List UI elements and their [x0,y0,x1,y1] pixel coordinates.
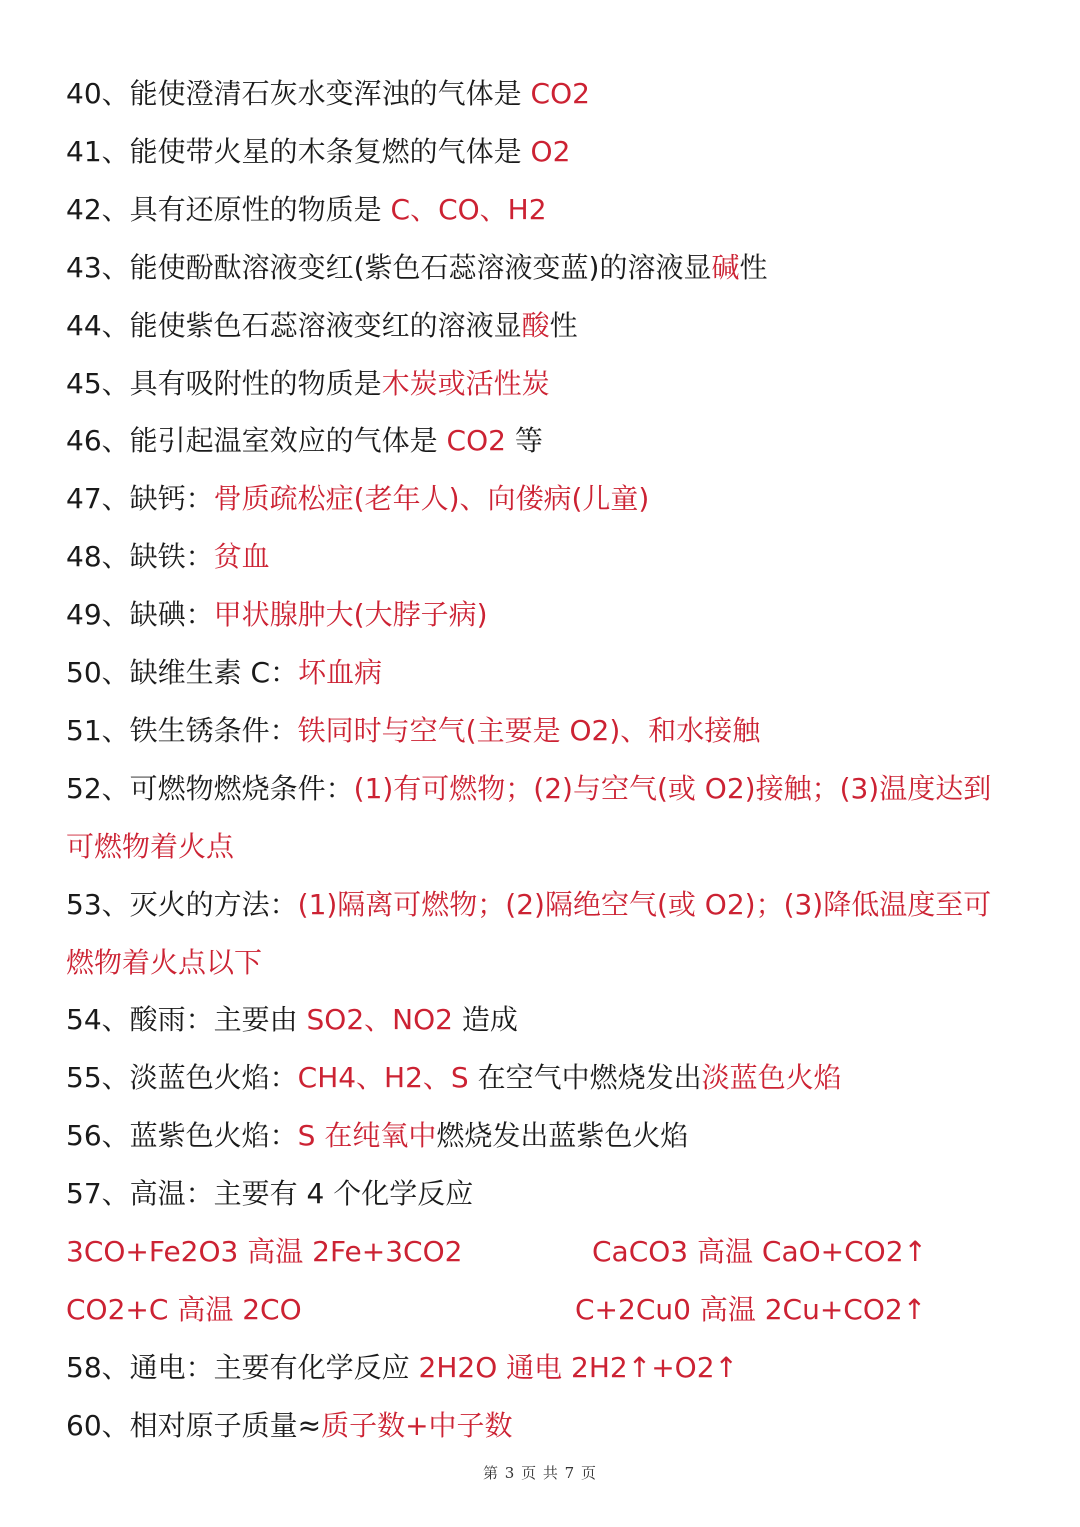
text-line [66,355,1026,413]
highlight-text: 2H2O 通电 2H2↑+O2↑ [418,1351,738,1384]
text-line [66,586,1026,644]
body-text: 性 [739,250,768,284]
text-line [66,297,1026,355]
text-line [66,991,1026,1049]
body-text: 在空气中燃烧发出 [468,1061,702,1095]
body-text: 43、能使酚酞溶液变红(紫色石蕊溶液变蓝)的溶液显 [66,250,712,284]
highlight-text: (1)有可燃物；(2)与空气(或 O2)接触；(3)温度达到 [353,771,992,805]
body-text: 50、缺维生素 C： [66,656,299,689]
highlight-text: 淡蓝色火焰 [701,1061,842,1095]
equation-1: 3CO+Fe2O3 高温 2Fe+3CO2 [66,1235,463,1268]
highlight-text: 骨质疏松症(老年人)、向偻病(儿童) [213,482,650,516]
text-line [66,644,1026,702]
text-line [66,760,1026,818]
body-text: 55、淡蓝色火焰： [66,1061,298,1095]
body-text: 45、具有吸附性的物质是 [66,366,382,400]
text-line [66,239,1026,297]
equation-4: C+2Cu0 高温 2Cu+CO2↑ [575,1293,927,1326]
equation-2: CaCO3 高温 CaO+CO2↑ [592,1235,927,1268]
body-text: 47、缺钙： [66,482,214,516]
text-line [66,1049,1026,1107]
text-line [66,1339,1026,1397]
body-text: 燃烧发出蓝紫色火焰 [436,1119,689,1153]
page-footer: 第 3 页 共 7 页 [483,1464,597,1482]
body-text: 造成 [452,1003,518,1037]
body-text: 44、能使紫色石蕊溶液变红的溶液显 [66,308,522,342]
highlight-text: C、CO、H2 [390,192,547,226]
body-text: 51、铁生锈条件： [66,713,298,747]
body-text: 48、缺铁： [66,540,214,574]
highlight-text: 燃物着火点以下 [66,945,263,979]
highlight-text: O2 [530,134,571,168]
highlight-text: SO2、NO2 [306,1003,453,1037]
body-text: 性 [549,308,578,342]
highlight-text: CH4、H2、S [297,1061,469,1095]
text-line [66,702,1026,760]
body-text: 等 [505,424,543,458]
highlight-text: 质子数+中子数 [321,1409,513,1442]
highlight-text: 铁同时与空气(主要是 O2)、和水接触 [297,713,761,747]
body-text: 53、灭火的方法： [66,887,298,921]
body-text: 60、相对原子质量≈ [66,1409,322,1442]
body-text: 56、蓝紫色火焰： [66,1119,298,1153]
text-line [66,1397,1026,1455]
body-text: 58、通电：主要有化学反应 [66,1351,419,1384]
highlight-text: 贫血 [213,540,270,574]
body-text: 57、高温：主要有 4 个化学反应 [66,1177,474,1211]
text-line [66,181,1026,239]
text-line [66,818,1026,876]
text-line [66,65,1026,123]
highlight-text: S 在纯氧中 [297,1119,437,1153]
body-text: 42、具有还原性的物质是 [66,192,391,226]
body-text: 54、酸雨：主要由 [66,1003,307,1037]
highlight-text: CO2 [530,77,590,110]
body-text: 41、能使带火星的木条复燃的气体是 [66,134,531,168]
body-text: 40、能使澄清石灰水变浑浊的气体是 [66,77,531,110]
highlight-text: 可燃物着火点 [66,829,235,863]
highlight-text: 木炭或活性炭 [381,366,550,400]
text-line [66,1165,1026,1223]
body-text: 46、能引起温室效应的气体是 [66,424,447,458]
text-line [66,876,1026,934]
highlight-text: 甲状腺肿大(大脖子病) [213,598,488,632]
highlight-text: 酸 [521,308,550,342]
highlight-text: CO2 [446,424,506,458]
text-line [66,528,1026,586]
text-line [66,934,1026,992]
text-line [66,123,1026,181]
body-text: 52、可燃物燃烧条件： [66,771,354,805]
text-line [66,1107,1026,1165]
text-line [66,470,1026,528]
highlight-text: 碱 [711,250,740,284]
highlight-text: (1)隔离可燃物；(2)隔绝空气(或 O2)；(3)降低温度至可 [297,887,992,921]
equation-3: CO2+C 高温 2CO [66,1293,302,1326]
highlight-text: 坏血病 [298,656,383,689]
text-line [66,412,1026,470]
body-text: 49、缺碘： [66,598,214,632]
